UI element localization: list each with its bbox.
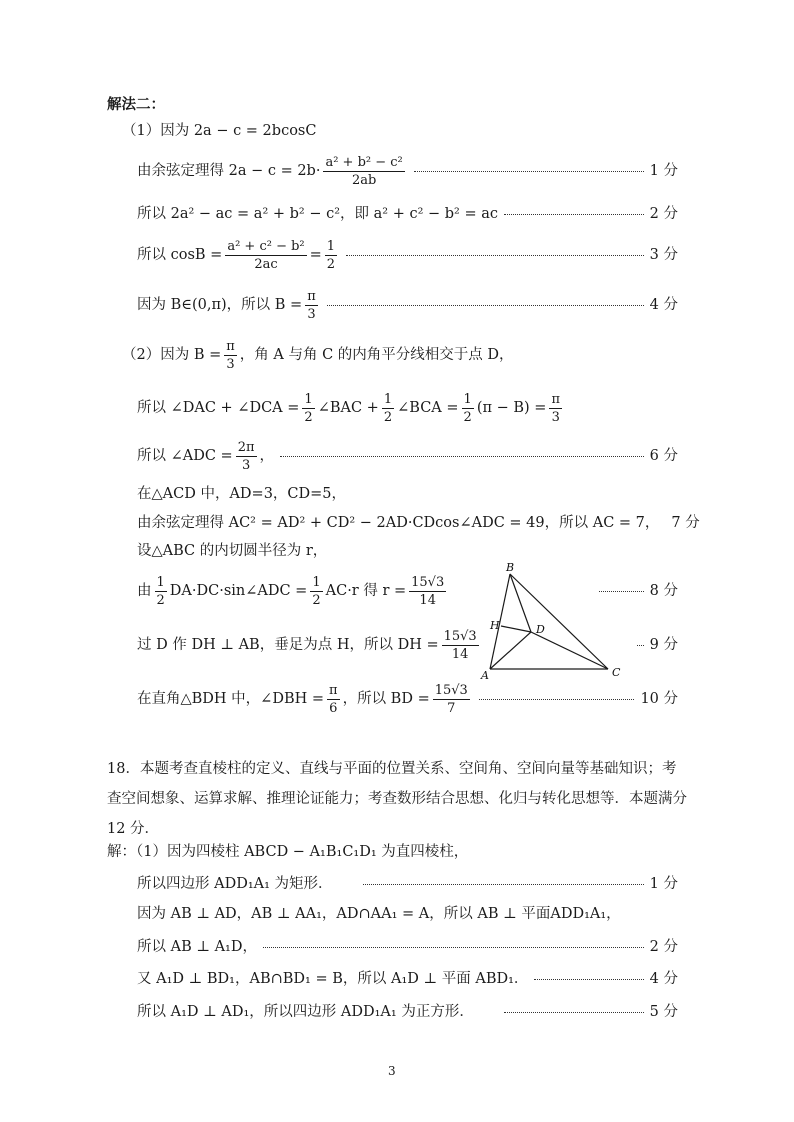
solution-step1 bbox=[137, 877, 678, 892]
segment-dh bbox=[501, 626, 531, 632]
score-label: 4 分 bbox=[649, 297, 678, 314]
fraction bbox=[302, 393, 314, 424]
text-segment: 所以 ∠ADC = bbox=[137, 448, 233, 465]
fraction bbox=[442, 630, 479, 661]
solution-step5 bbox=[137, 1005, 678, 1020]
text-segment: ，角 A 与角 C 的内角平分线相交于点 D， bbox=[239, 347, 514, 364]
part1-intro bbox=[122, 124, 316, 139]
numerator: 15√3 bbox=[434, 683, 468, 698]
method-title-text: 解法二： bbox=[107, 96, 165, 113]
score-label: 2 分 bbox=[649, 206, 678, 222]
numerator: 1 bbox=[383, 392, 393, 407]
method-title bbox=[107, 98, 165, 113]
dotted-leader bbox=[327, 305, 644, 306]
score-label: 10 分 bbox=[640, 691, 678, 708]
text-segment: 由 bbox=[137, 583, 152, 600]
score-label: 5 分 bbox=[649, 1004, 678, 1020]
text-segment: （2）因为 B = bbox=[122, 347, 222, 364]
numerator: π bbox=[307, 289, 316, 304]
solution-step2 bbox=[137, 907, 621, 922]
score-label: 8 分 bbox=[649, 583, 678, 600]
dotted-leader bbox=[504, 214, 644, 215]
denominator: 3 bbox=[551, 410, 560, 425]
fraction bbox=[225, 240, 306, 271]
fraction bbox=[224, 340, 237, 371]
solution-step4 bbox=[137, 972, 678, 987]
part1-intro-text: （1）因为 2a − c = 2bcosC bbox=[122, 123, 317, 139]
part2-step5 bbox=[137, 544, 327, 559]
fraction bbox=[433, 684, 470, 715]
text-segment: 在△ACD 中，AD=3，CD=5， bbox=[137, 486, 347, 502]
text-segment: 由余弦定理得 AC² = AD² + CD² − 2AD·CDcos∠ADC = 49，所以 AC = 7， bbox=[137, 515, 660, 531]
text-segment: 所以 cosB = bbox=[137, 247, 223, 264]
text-segment: 所以四边形 ADD₁A₁ 为矩形． bbox=[137, 876, 333, 892]
numerator: 2π bbox=[237, 440, 255, 455]
solution-step3 bbox=[137, 940, 678, 955]
segment-bc bbox=[510, 574, 608, 669]
segment-cd bbox=[531, 632, 608, 669]
part2-step4 bbox=[137, 515, 700, 531]
part1-step3 bbox=[137, 240, 678, 271]
fraction bbox=[305, 290, 318, 321]
denominator: 2ab bbox=[351, 173, 377, 188]
part2-step1 bbox=[137, 393, 565, 424]
denominator: 14 bbox=[451, 647, 469, 662]
solution-intro bbox=[107, 845, 468, 860]
numerator: a² + c² − b² bbox=[227, 239, 305, 254]
dotted-leader bbox=[346, 255, 644, 256]
part2-step8 bbox=[137, 684, 678, 715]
text-segment: 在直角△BDH 中，∠DBH = bbox=[137, 691, 325, 708]
numerator: 1 bbox=[463, 392, 472, 407]
numerator: 1 bbox=[312, 575, 321, 590]
text-segment: 因为 AB ⊥ AD，AB ⊥ AA₁，AD∩AA₁ = A，所以 AB ⊥ 平面ADD₁A₁， bbox=[137, 906, 621, 922]
denominator: 2ac bbox=[254, 257, 278, 272]
fraction bbox=[462, 393, 474, 424]
part1-step2 bbox=[137, 207, 678, 222]
text-segment: ∠BAC + bbox=[317, 400, 379, 417]
denominator: 3 bbox=[241, 458, 251, 473]
fraction bbox=[155, 576, 167, 607]
fraction bbox=[327, 684, 340, 715]
numerator: 1 bbox=[326, 239, 336, 254]
denominator: 2 bbox=[156, 593, 165, 608]
text-segment: ， bbox=[259, 448, 275, 465]
part1-step1 bbox=[137, 156, 678, 187]
fraction bbox=[549, 393, 562, 424]
fraction bbox=[310, 576, 322, 607]
question-18-text: 18．本题考查直棱柱的定义、直线与平面的位置关系、空间角、空间向量等基础知识；考查空间想象、运算求解、推理论证能力；考查数形结合思想、化归与转化思想等．本题满分 12 分． bbox=[107, 761, 687, 837]
denominator: 2 bbox=[326, 257, 336, 272]
score-label: 6 分 bbox=[649, 448, 678, 465]
text-segment: 所以 A₁D ⊥ AD₁，所以四边形 ADD₁A₁ 为正方形． bbox=[137, 1004, 474, 1020]
segment-bd bbox=[510, 574, 531, 632]
fraction bbox=[382, 393, 394, 424]
text-segment: (π − B) = bbox=[476, 400, 547, 417]
dotted-leader bbox=[363, 884, 644, 885]
denominator: 6 bbox=[329, 701, 338, 716]
numerator: 1 bbox=[304, 392, 313, 407]
text-segment: ，所以 BD = bbox=[342, 691, 430, 708]
part2-step3 bbox=[137, 487, 346, 502]
text-segment: DA·DC·sin∠ADC = bbox=[169, 583, 308, 600]
numerator: 15√3 bbox=[411, 575, 445, 590]
dotted-leader bbox=[479, 699, 635, 700]
label-h: H bbox=[490, 619, 500, 632]
fraction bbox=[409, 576, 446, 607]
label-d: D bbox=[536, 623, 545, 636]
denominator: 7 bbox=[447, 701, 456, 716]
numerator: π bbox=[551, 392, 560, 407]
dotted-leader bbox=[414, 171, 644, 172]
text-segment: 因为 B∈(0,π)，所以 B = bbox=[137, 297, 303, 314]
label-a: A bbox=[481, 669, 489, 682]
score-label: 3 分 bbox=[649, 247, 678, 264]
text-segment: = bbox=[309, 247, 322, 264]
label-c: C bbox=[612, 666, 621, 679]
text-segment: AC·r 得 r = bbox=[325, 583, 407, 600]
text-segment: 所以 AB ⊥ A₁D， bbox=[137, 939, 257, 955]
page-number: 3 bbox=[388, 1064, 396, 1078]
score-label: 4 分 bbox=[649, 971, 678, 987]
numerator: 1 bbox=[156, 575, 165, 590]
dotted-leader bbox=[534, 979, 643, 980]
part1-step4 bbox=[137, 290, 678, 321]
denominator: 14 bbox=[419, 593, 436, 608]
text-segment: 由余弦定理得 2a − c = 2b· bbox=[137, 163, 321, 180]
denominator: 3 bbox=[307, 307, 316, 322]
denominator: 2 bbox=[463, 410, 472, 425]
fraction bbox=[323, 156, 404, 187]
part2-intro bbox=[122, 340, 514, 371]
fraction bbox=[236, 441, 257, 472]
denominator: 3 bbox=[226, 357, 235, 372]
text-segment: 设△ABC 的内切圆半径为 r， bbox=[137, 543, 328, 559]
score-label: 7 分 bbox=[671, 515, 700, 531]
numerator: a² + b² − c² bbox=[325, 155, 403, 170]
text-segment: 解：（1）因为四棱柱 ABCD − A₁B₁C₁D₁ 为直四棱柱， bbox=[107, 844, 469, 860]
text-segment: ∠BCA = bbox=[397, 400, 459, 417]
text-segment: 所以 2a² − ac = a² + b² − c²，即 a² + c² − b² = ac bbox=[137, 206, 498, 222]
score-label: 1 分 bbox=[649, 163, 678, 180]
numerator: 15√3 bbox=[443, 629, 477, 644]
text-segment: 又 A₁D ⊥ BD₁，AB∩BD₁ = B，所以 A₁D ⊥ 平面 ABD₁． bbox=[137, 971, 529, 987]
denominator: 2 bbox=[312, 593, 321, 608]
score-label: 2 分 bbox=[649, 939, 678, 955]
label-b: B bbox=[506, 561, 515, 574]
text-segment: 过 D 作 DH ⊥ AB，垂足为点 H，所以 DH = bbox=[137, 637, 439, 654]
score-label: 1 分 bbox=[649, 876, 678, 892]
dotted-leader bbox=[263, 947, 644, 948]
numerator: π bbox=[329, 683, 338, 698]
dotted-leader bbox=[637, 645, 644, 646]
dotted-leader bbox=[504, 1012, 644, 1013]
fraction bbox=[325, 240, 337, 271]
denominator: 2 bbox=[383, 410, 393, 425]
triangle-figure bbox=[476, 560, 636, 685]
denominator: 2 bbox=[304, 410, 313, 425]
question-18-statement bbox=[107, 754, 687, 844]
part2-step2 bbox=[137, 441, 678, 472]
numerator: π bbox=[226, 339, 235, 354]
text-segment: 所以 ∠DAC + ∠DCA = bbox=[137, 400, 300, 417]
score-label: 9 分 bbox=[649, 637, 678, 654]
dotted-leader bbox=[280, 456, 644, 457]
